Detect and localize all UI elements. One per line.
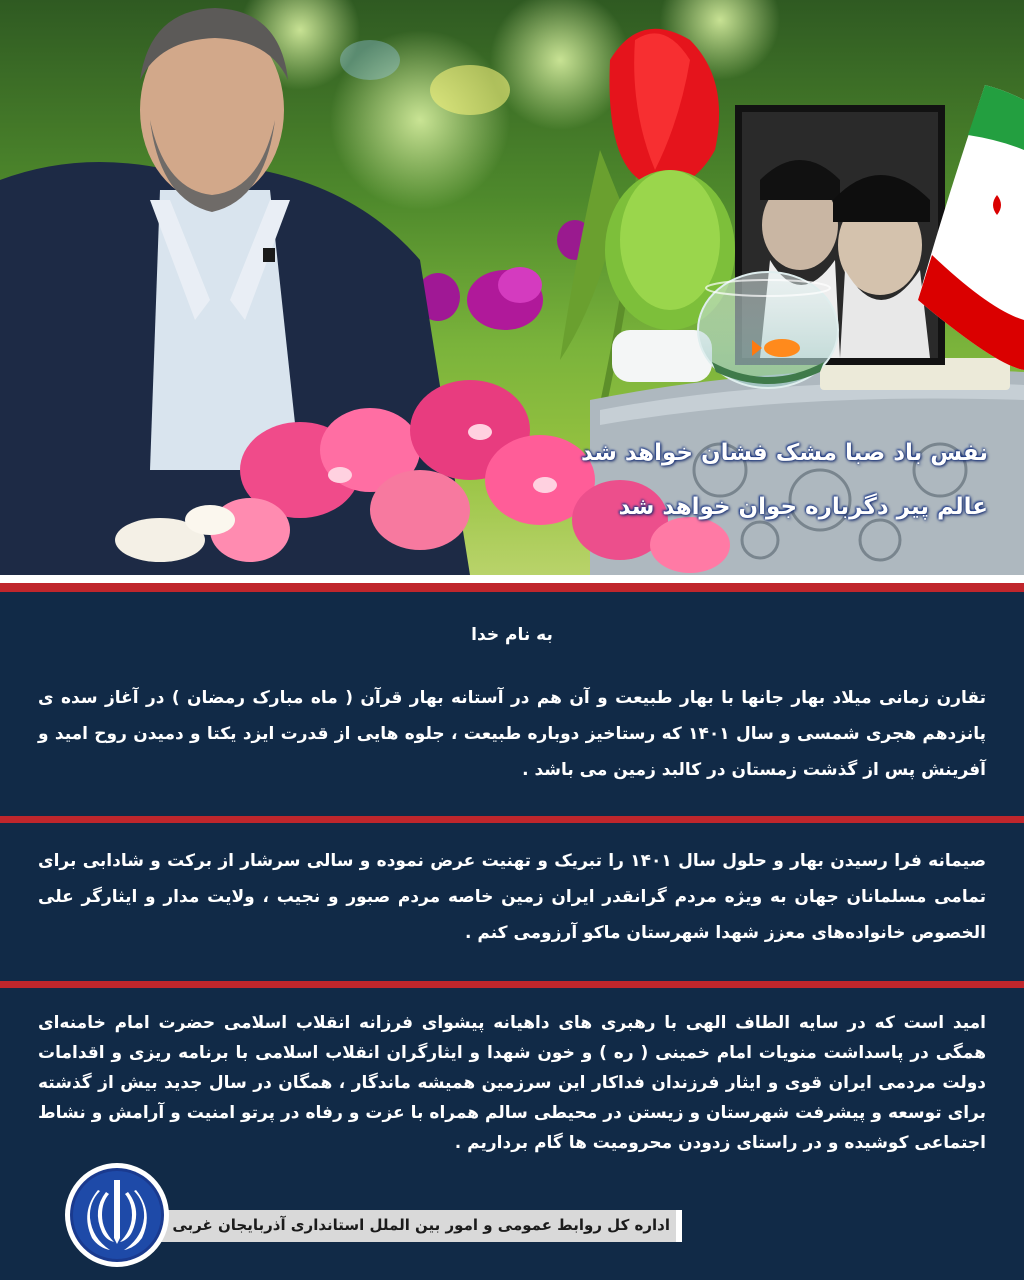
divider-red-2 bbox=[0, 981, 1024, 988]
paragraph-3: امید است که در سایه الطاف الهی با رهبری های داهیانه پیشوای فرزانه انقلاب اسلامی حضرت امام خامنه‌ای همگی در پاسداشت منویات امام خمینی ( ره ) و خون شهدا و ایثارگران انقلاب اسلامی با برنامه ریزی و اقدامات دولت مردمی ایران قوی و ایثار فرزندان فداکار این سرزمین همیشه ماندگار ، همگان در سال جدید بیش از گذشته برای توسعه و پیشرفت شهرستان و زیستن در محیطی سالم همراه با عزت و رفاه در پرتو امنیت و آرامش و نشاط اجتماعی کوشیده و در راستای زدودن محرومیت ها گام برداریم . bbox=[38, 1013, 986, 1153]
goldfish bbox=[764, 339, 800, 357]
divider-red-1 bbox=[0, 816, 1024, 823]
poem-line-1: نفس باد صبا مشک فشان خواهد شد bbox=[580, 440, 988, 466]
fish-bowl bbox=[698, 272, 838, 388]
paragraph-1: تقارن زمانی میلاد بهار جانها با بهار طبیعت و آن هم در آستانه بهار قرآن ( ماه مبارک رمضان ) در آغاز سده ی پانزدهم هجری شمسی و سال ۱۴۰۱ که رستاخیز دوباره طبیعت ، جلوه هایی از قدرت ایزد یکتا و دمیدن روح امید و آفرینش پس از گذشت زمستان در کالبد زمین می باشد . bbox=[38, 688, 986, 780]
hero-illustration bbox=[0, 0, 1024, 575]
divider-white-top bbox=[0, 575, 1024, 583]
organization-name: اداره کل روابط عمومی و امور بین الملل استانداری آذربایجان غربی bbox=[172, 1216, 670, 1234]
organization-bar bbox=[110, 1210, 682, 1242]
message-heading: به نام خدا bbox=[471, 625, 553, 645]
poem-line-2: عالم پیر دگرباره جوان خواهد شد bbox=[618, 494, 988, 520]
iran-emblem-icon bbox=[62, 1160, 172, 1270]
divider-red-top bbox=[0, 583, 1024, 592]
paragraph-2: صیمانه فرا رسیدن بهار و حلول سال ۱۴۰۱ را تبریک و تهنیت عرض نموده و سالی سرشار از برکت و شادابی برای تمامی مسلمانان جهان به ویژه مردم گرانقدر ایران زمین خاصه مردم صبور و نجیب ، ولایت مدار و ایثارگر علی الخصوص خانواده‌های معزز شهدا شهرستان ماکو آرزومی کنم . bbox=[38, 851, 986, 943]
hero-banner bbox=[0, 0, 1024, 575]
purple-flowers bbox=[416, 220, 593, 330]
